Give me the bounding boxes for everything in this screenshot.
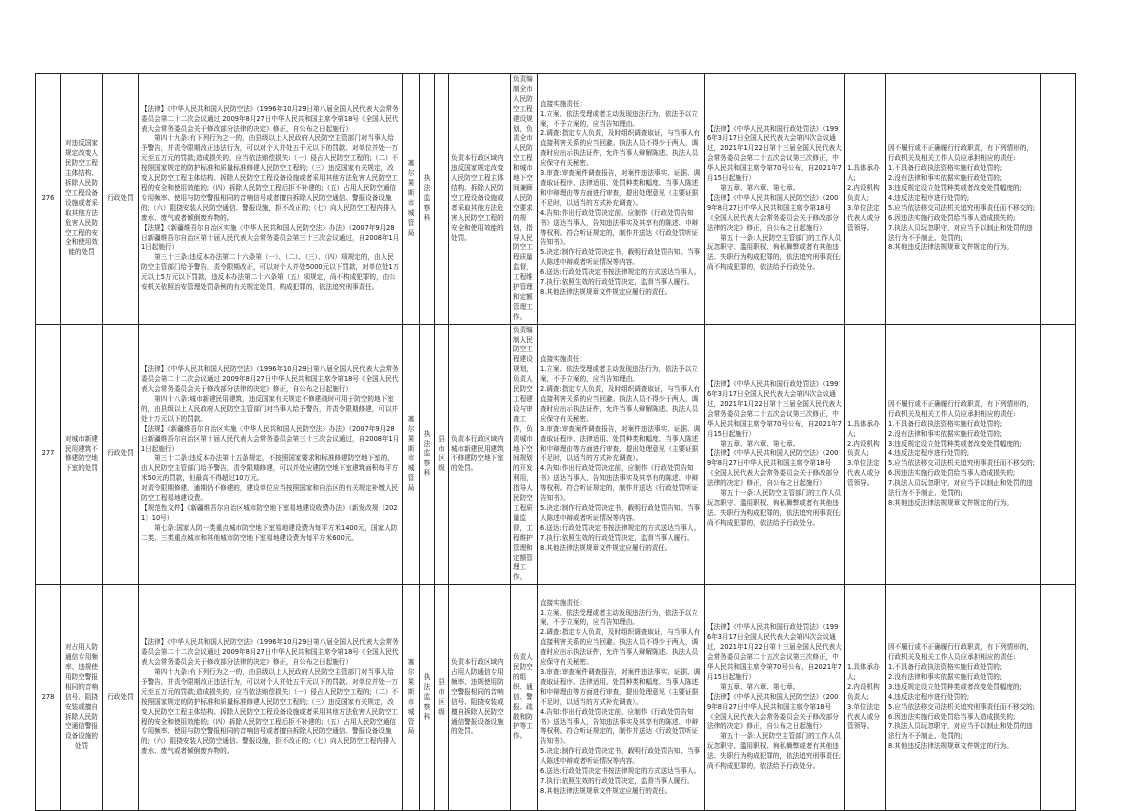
responsible-subjects: 1.具体承办人; 2.内设机构负责人; 3.单位法定代表人或分管领导。 xyxy=(845,585,886,811)
remarks-cell xyxy=(1041,324,1076,585)
implementing-subject: 执法监察科 xyxy=(420,324,435,585)
legal-basis: 【法律】《中华人民共和国人民防空法》（1996年10月29日第八届全国人民代表大会常务委员会第二十二次会议通过 2009年8月27日中华人民共和国主席令第18号《全国人民代表大会常务委员会关于修改部分法律的决定》修正，自公布之日起施行） 第四十九条:有下列行为之一的，由县级以上人民政府人民防空主管部门对当事人给予警告，并责令限期改正违法行为，可以对个人并处五千元以下的罚款、对单位并处一万元至五万元的罚款;造成损失的，应当依法赔偿损失:（一）侵占人民防空工程的;（二）不按照国家规定的防护标准和质量标准修建人民防空工程的;（三）违反国家有关规定，改变人民防空工程主体结构、拆除人民防空工程设备设施或者采用其他方法危害人民防空工程的安全和使用效能的;（四）拆除人民防空工程后拒不补建的;（五）占用人民防空通信专用频率、使用与防空警报相同的音响信号或者擅自拆除人民防空通信、警报设备设施的;（六）阻挠安装人民防空通信、警报设施，拒不改正的;（七）向人民防空工程内排入废水、废气或者倾倒废弃物的。 【法规】《新疆维吾尔自治区实施〈中华人民共和国人民防空法〉办法》（2007年9月28日新疆维吾尔自治区第十届人民代表大会常务委员会第三十三次会议通过，自2008年1月1日起施行） 第三十三条:违反本办法第二十六条第（一）、（二）、（三）、（四）项规定的，由人民防空主管部门给予警告，责令限期改正，可以对个人并处5000元以下罚款，对单位处1万元以上5万元以下罚款，违反本办法第二十六条第（五）项规定，尚不构成犯罪的，由公安机关依照治安管理处罚条例的有关规定处罚，构成犯罪的，依法追究刑事责任。 xyxy=(139,74,403,325)
duty-items: 直接实施责任： 1.立案、依法受理或者主动发现违法行为，依法予以立案，不予立案的，应当告知理由。 2.调查:指定专人负责，及时组织调查取证，与当事人有直接利害关系的应当回避。执法人员不得少于两人，调查时应出示执法证件，允许当事人辩解陈述。执法人员应保守有关秘密。 3.审查:审查案件调查报告，对案件违法事实、证据、调查取证程序、法律适用、处罚种类和幅度、当事人陈述和申辩理由等方面进行审查，提出处理意见（主要证据不足时，以适当的方式补充调查）。 4.告知:作出行政处罚决定前，应制作《行政处罚告知书》送达当事人，告知违法事实及其享有的陈述、申辩等权利。符合听证规定的，制作并送达《行政处罚听证告知书》。 5.决定:制作行政处罚决定书，载明行政处罚告知、当事人陈述申辩或者听证情况等内容。 6.送达:行政处罚决定书按法律规定的方式送达当事人。 7.执行:依照生效的行政处罚决定，监督当事人履行。 8.其他法律法规规章文件规定应履行的责任。 xyxy=(538,585,705,811)
division-of-duties: 负责人民防空的组织、通信、警报、疏散和防护等工作。 xyxy=(511,585,538,811)
remarks-cell xyxy=(1041,74,1076,325)
responsible-subjects: 1.具体承办人; 2.内设机构负责人; 3.单位法定代表人或分管领导。 xyxy=(845,74,886,325)
responsibility-matter: 负责本行政区域内城市新建民用建筑不修建防空地下室的处罚。 xyxy=(449,324,511,585)
responsibility-matter: 负责本行政区域内违反国家规定改变人民防空工程主体结构、拆除人民防空工程设备设施或者采取其他方法危害人民防空工程的安全和使用效能的处罚。 xyxy=(449,74,511,325)
accountability-circumstances: 因不履行或不正确履行行政职责，有下列情形的，行政机关及相关工作人员应承担相应的责任: 1.不具备行政执法资格实施行政处罚的; 2.没有法律和事实依据实施行政处罚的; 3.违反规定设立处罚种类或者改变处罚幅度的; 4.违反法定程序进行处罚的; 5.应当依法移交司法机关追究刑事责任而不移交的; 6.因违法实施行政处罚给当事人造成损失的; 7.执法人员玩忽职守，对应当予以制止和处罚的违法行为不予制止、处罚的; 8.其他违反法律法规规章文件规定的行为。 xyxy=(886,74,1041,325)
division-of-duties: 负责编制人民防空工程建设规划，负责人民防空工程建设与审查工作，负责城市地下空间规划的开发利用，指导人民防空工程质量监督，工程维护管理和定额管理工作。 xyxy=(511,324,538,585)
power-list-table xyxy=(35,73,1076,811)
table-row xyxy=(36,585,1076,811)
row-index: 278 xyxy=(36,585,61,811)
item-category: 行政处罚 xyxy=(103,324,139,585)
exercise-level xyxy=(435,74,449,325)
division-of-duties: 负责编制全市人民防空工程建设规划，负责全市人民防空工程和城市地下空间兼顾人民防空要求的规划，指导人民防空工程质量监督，工程维护管理和定额管理工作。 xyxy=(511,74,538,325)
accountability-circumstances: 因不履行或不正确履行行政职责，有下列情形的，行政机关及相关工作人员应承担相应的责任: 1.不具备行政执法资格实施行政处罚的; 2.没有法律和事实依据实施行政处罚的; 3.违反规定设立处罚种类或者改变处罚幅度的; 4.违反法定程序进行处罚的; 5.应当依法移交司法机关追究刑事责任而不移交的; 6.因违法实施行政处罚给当事人造成损失的; 7.执法人员玩忽职守，对应当予以制止和处罚的违法行为不予制止、处罚的; 8.其他违反法律法规规章文件规定的行为。 xyxy=(886,585,1041,811)
responsible-subjects: 1.具体承办人; 2.内设机构负责人; 3.单位法定代表人或分管领导。 xyxy=(845,324,886,585)
implementing-dept: 塞尔果斯市城管局 xyxy=(403,324,420,585)
duty-items: 直接实施责任： 1.立案、依法受理或者主动发现违法行为，依法予以立案，不予立案的，应当告知理由。 2.调查:指定专人负责，及时组织调查取证，与当事人有直接利害关系的应当回避。执法人员不得少于两人，调查时应出示执法证件，允许当事人辩解陈述。执法人员应保守有关秘密。 3.审查:审查案件调查报告，对案件违法事实、证据、调查取证程序、法律适用、处罚种类和幅度、当事人陈述和申辩理由等方面进行审查，提出处理意见（主要证据不足时，以适当的方式补充调查）。 4.告知:作出行政处罚决定前，应制作《行政处罚告知书》送达当事人，告知违法事实及其享有的陈述、申辩等权利。符合听证规定的，制作并送达《行政处罚听证告知书》。 5.决定:制作行政处罚决定书，载明行政处罚告知、当事人陈述申辩或者听证情况等内容。 6.送达:行政处罚决定书按法律规定的方式送达当事人。 7.执行:依照生效的行政处罚决定，监督当事人履行。 8.其他法律法规规章文件规定应履行的责任。 xyxy=(538,74,705,325)
item-name: 对占用人防通信专用频率、违规使用防空警报相同的音响信号、阻挠安装或擅自拆除人民防空通信警报设备设施的处罚 xyxy=(61,585,103,811)
exercise-level: 县市区级 xyxy=(435,324,449,585)
responsibility-matter: 负责本行政区域内占用人防通信专用频率、违规使用防空警报相同的音响信号、阻挠安装或擅自拆除人民防空通信警报设备设施的处罚。 xyxy=(449,585,511,811)
item-category: 行政处罚 xyxy=(103,74,139,325)
remarks-cell xyxy=(1041,585,1076,811)
exercise-level: 县市区级 xyxy=(435,585,449,811)
implementing-dept: 塞尔果斯市城管局 xyxy=(403,74,420,325)
item-category: 行政处罚 xyxy=(103,585,139,811)
accountability-circumstances: 因不履行或不正确履行行政职责，有下列情形的，行政机关及相关工作人员应承担相应的责任: 1.不具备行政执法资格实施行政处罚的; 2.没有法律和事实依据实施行政处罚的; 3.违反规定设立处罚种类或者改变处罚幅度的; 4.违反法定程序进行处罚的; 5.应当依法移交司法机关追究刑事责任而不移交的; 6.因违法实施行政处罚给当事人造成损失的; 7.执法人员玩忽职守，对应当予以制止和处罚的违法行为不予制止、处罚的; 8.其他违反法律法规规章文件规定的行为。 xyxy=(886,324,1041,585)
implementing-dept: 塞尔果斯市城管局 xyxy=(403,585,420,811)
item-name: 对违反国家规定改变人民防空工程主体结构、拆除人民防空工程设备设施或者采取其他方法危害人民防空工程的安全和使用效能的处罚 xyxy=(61,74,103,325)
legal-basis: 【法律】《中华人民共和国人民防空法》（1996年10月29日第八届全国人民代表大会常务委员会第二十二次会议通过 2009年8月27日中华人民共和国主席令第18号《全国人民代表大会常务委员会关于修改部分法律的决定》修正，自公布之日起施行） 第四十九条:有下列行为之一的，由县级以上人民政府人民防空主管部门对当事人给予警告，并责令限期改正违法行为，可以对个人并处五千元以下的罚款、对单位并处一万元至五万元的罚款;造成损失的，应当依法赔偿损失:（一）侵占人民防空工程的;（二）不按照国家规定的防护标准和质量标准修建人民防空工程的;（三）违反国家有关规定，改变人民防空工程主体结构、拆除人民防空工程设备设施或者采用其他方法危害人民防空工程的安全和使用效能的;（四）拆除人民防空工程后拒不补建的;（五）占用人民防空通信专用频率、使用与防空警报相同的音响信号或者擅自拆除人民防空通信、警报设备设施的;（六）阻挠安装人民防空通信、警报设施，拒不改正的;（七）向人民防空工程内排入废水、废气或者倾倒废弃物的。 xyxy=(139,585,403,811)
implementing-subject: 执法监察科 xyxy=(420,74,435,325)
duty-legal-basis: 【法律】《中华人民共和国行政处罚法》（1996年3月17日全国人民代表大会第四次会议通过，2021年1月22日第十三届全国人民代表大会常务委员会第二十五次会议第三次修正，中华人民共和国主席令第70号公布，自2021年7月15日起施行） 第五章、第六章、第七章。 【法律】《中华人民共和国人民防空法》（2009年8月27日中华人民共和国主席令第18号《全国人民代表大会常务委员会关于修改部分法律的决定》修正，自公布之日起施行） 第五十一条:人民防空主管部门的工作人员玩忽职守、滥用职权、徇私舞弊或者有其他违法、失职行为构成犯罪的，依法追究刑事责任;尚不构成犯罪的，依法给予行政处分。 xyxy=(705,585,845,811)
table-row xyxy=(36,324,1076,585)
item-name: 对城市新建民用建筑不修建防空地下室的处罚 xyxy=(61,324,103,585)
legal-basis: 【法律】《中华人民共和国人民防空法》（1996年10月29日第八届全国人民代表大会常务委员会第二十二次会议通过 2009年8月27日中华人民共和国主席令第18号《全国人民代表大会常务委员会关于修改部分法律的决定》修正，自公布之日起施行） 第四十八条:城市新建民用建筑，违反国家有关规定不修建战时可用于防空的地下室的，由县级以上人民政府人民防空主管部门对当事人给予警告，并责令限期修建，可以并处十万元以下的罚款。 【法规】《新疆维吾尔自治区实施〈中华人民共和国人民防空法〉办法》（2007年9月28日新疆维吾尔自治区第十届人民代表大会常务委员会第三十三次会议通过，自2008年1月1日起施行） 第三十二条:违反本办法第十五条规定，不按照国家要求和标准修建防空地下室的，由人民防空主管部门给予警告，责令限期修建，可以并处应建防空地下室建筑面积每平方米50元的罚款，但最高不得超过10万元。 对责令限期修建，逾期仍不修建的，建设单位应当按照国家和自治区的有关规定补缴人民防空工程易地建设费。 【规范性文件】《新疆维吾尔自治区城市防空地下室易地建设收费办法》（新发改规〔2021〕10号） 第七条:国家人防一类重点城市防空地下室易地建设费为每平方米1400元，国家人防二类、三类重点城市和其他城市防空地下室易地建设费为每平方米600元。 xyxy=(139,324,403,585)
duty-legal-basis: 【法律】《中华人民共和国行政处罚法》（1996年3月17日全国人民代表大会第四次会议通过，2021年1月22日第十三届全国人民代表大会常务委员会第二十五次会议第三次修正，中华人民共和国主席令第70号公布，自2021年7月15日起施行） 第五章、第六章、第七章。 【法律】《中华人民共和国人民防空法》（2009年8月27日中华人民共和国主席令第18号《全国人民代表大会常务委员会关于修改部分法律的决定》修正，自公布之日起施行） 第五十一条:人民防空主管部门的工作人员玩忽职守、滥用职权、徇私舞弊或者有其他违法、失职行为构成犯罪的，依法追究刑事责任;尚不构成犯罪的，依法给予行政处分。 xyxy=(705,74,845,325)
row-index: 276 xyxy=(36,74,61,325)
table-row xyxy=(36,74,1076,325)
duty-legal-basis: 【法律】《中华人民共和国行政处罚法》（1996年3月17日全国人民代表大会第四次会议通过，2021年1月22日第十三届全国人民代表大会常务委员会第二十五次会议第三次修正，中华人民共和国主席令第70号公布，自2021年7月15日起施行） 第五章、第六章、第七章。 【法律】《中华人民共和国人民防空法》（2009年8月27日中华人民共和国主席令第18号《全国人民代表大会常务委员会关于修改部分法律的决定》修正，自公布之日起施行） 第五十一条:人民防空主管部门的工作人员玩忽职守、滥用职权、徇私舞弊或者有其他违法、失职行为构成犯罪的，依法追究刑事责任;尚不构成犯罪的，依法给予行政处分。 xyxy=(705,324,845,585)
duty-items: 直接实施责任： 1.立案、依法受理或者主动发现违法行为，依法予以立案，不予立案的，应当告知理由。 2.调查:指定专人负责，及时组织调查取证，与当事人有直接利害关系的应当回避。执法人员不得少于两人，调查时应出示执法证件，允许当事人辩解陈述。执法人员应保守有关秘密。 3.审查:审查案件调查报告，对案件违法事实、证据、调查取证程序、法律适用、处罚种类和幅度、当事人陈述和申辩理由等方面进行审查，提出处理意见（主要证据不足时，以适当的方式补充调查）。 4.告知:作出行政处罚决定前，应制作《行政处罚告知书》送达当事人，告知违法事实及其享有的陈述、申辩等权利。符合听证规定的，制作并送达《行政处罚听证告知书》。 5.决定:制作行政处罚决定书，载明行政处罚告知、当事人陈述申辩或者听证情况等内容。 6.送达:行政处罚决定书按法律规定的方式送达当事人。 7.执行:依照生效的行政处罚决定，监督当事人履行。 8.其他法律法规规章文件规定应履行的责任。 xyxy=(538,324,705,585)
row-index: 277 xyxy=(36,324,61,585)
implementing-subject: 执法监察科 xyxy=(420,585,435,811)
